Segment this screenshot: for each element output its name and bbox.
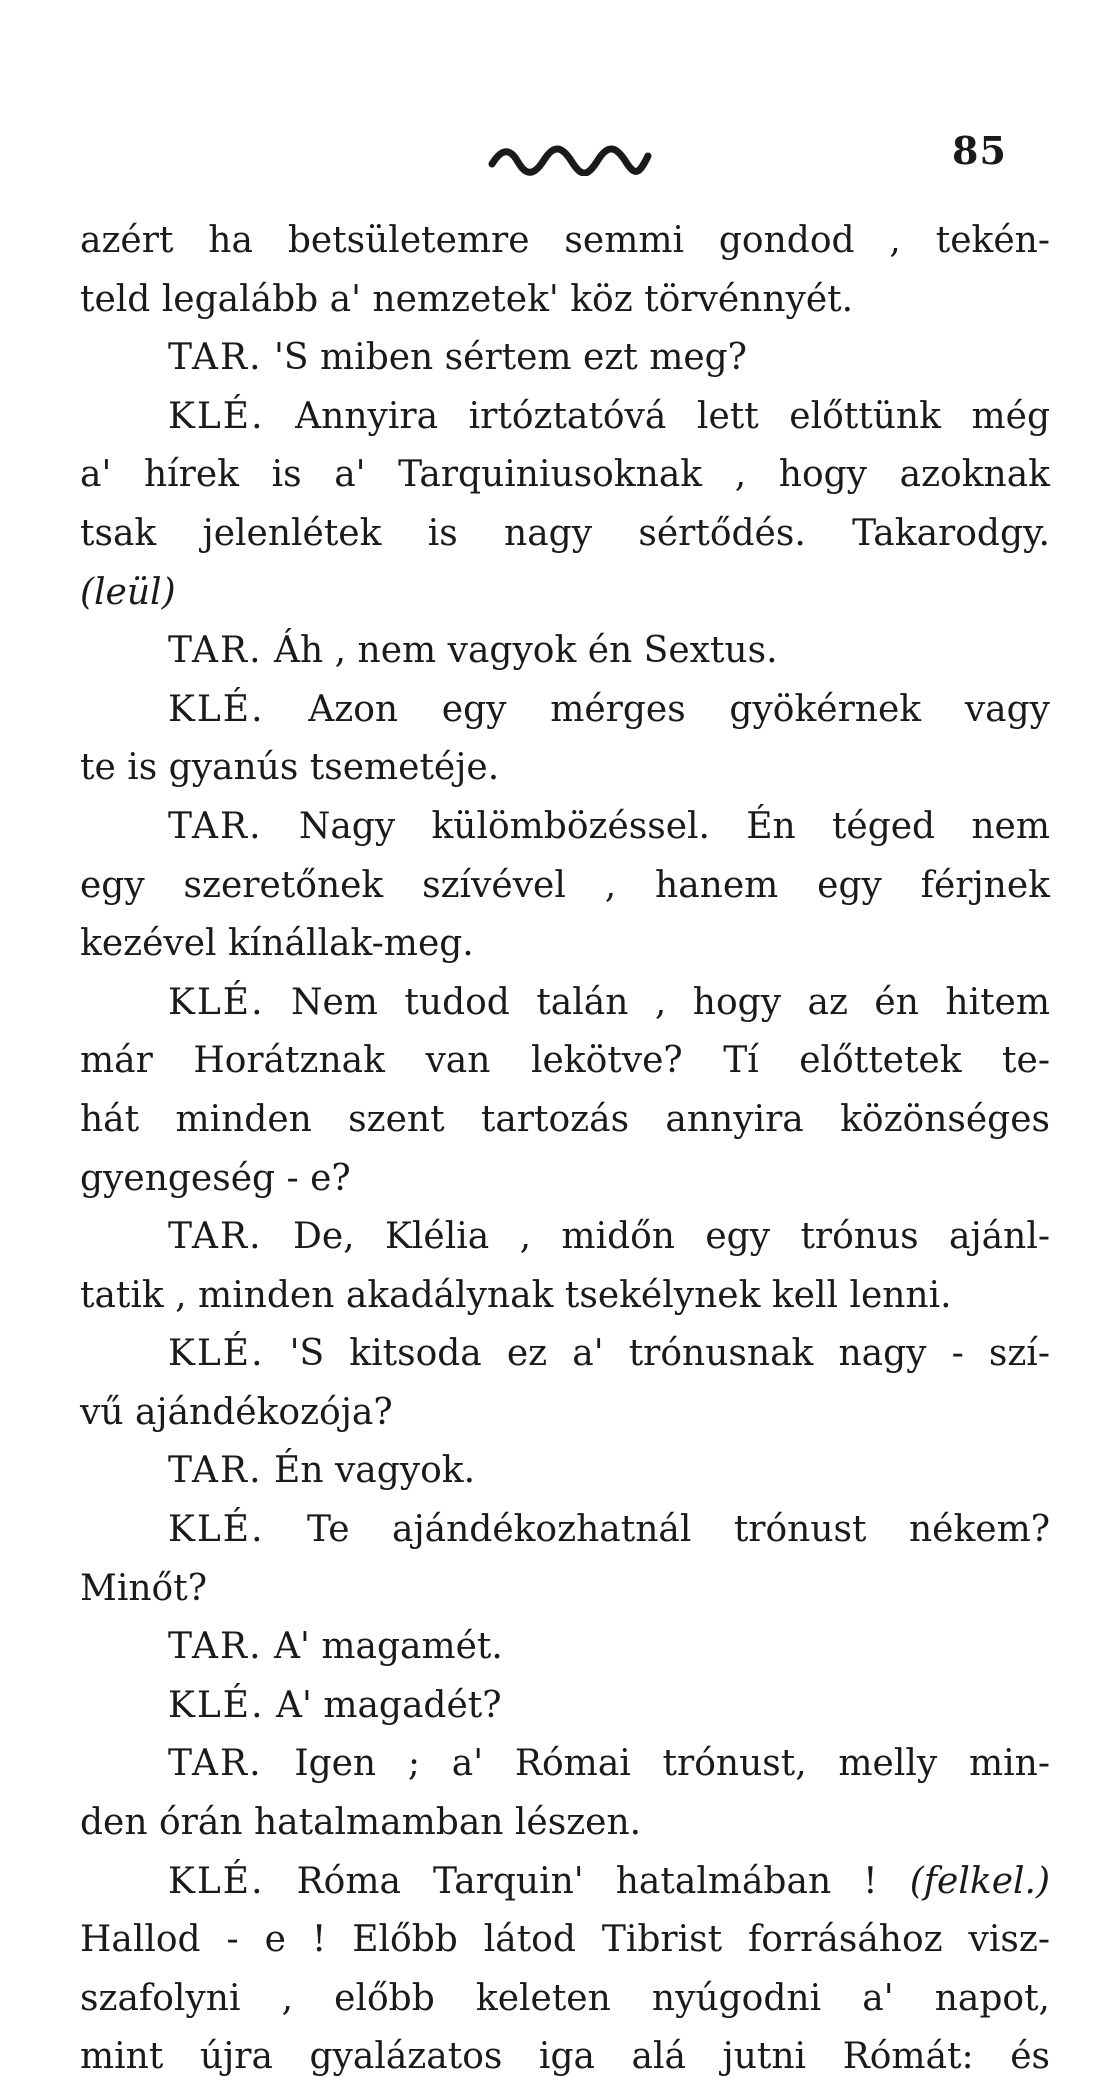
text-line	[80, 1032, 1050, 1091]
speaker-label: TAR.	[168, 630, 263, 672]
body-text	[80, 212, 1050, 2087]
speaker-label: KLÉ.	[168, 1860, 265, 1902]
text-line	[80, 1735, 1050, 1794]
speaker-label: TAR.	[168, 1450, 263, 1492]
text-line	[80, 1150, 1050, 1209]
speaker-label: KLÉ.	[168, 1509, 265, 1551]
text-line	[80, 798, 1050, 857]
speaker-label: KLÉ.	[168, 1333, 265, 1375]
line-text: Nem tudod talán , hogy az én hitem	[264, 981, 1050, 1023]
speaker-label: KLÉ.	[168, 688, 265, 730]
line-text: Te ajándékozhatnál trónust nékem?	[264, 1509, 1050, 1551]
line-text: vű ajándékozója?	[80, 1391, 393, 1433]
text-line	[80, 1911, 1050, 1970]
text-line	[80, 622, 1050, 681]
stage-direction: (leül)	[80, 571, 176, 613]
text-line	[80, 1970, 1050, 2029]
speaker-label: TAR.	[168, 1626, 263, 1668]
line-text: már Horátznak van lekötve? Tí előttetek te-	[80, 1040, 1050, 1082]
page-number: 85	[952, 128, 1007, 173]
line-text: Róma Tarquin' hatalmában !	[264, 1860, 910, 1902]
text-line	[80, 857, 1050, 916]
speaker-label: KLÉ.	[168, 1684, 265, 1726]
text-line	[80, 388, 1050, 447]
line-text: szafolyni , előbb keleten nyúgodni a' napot,	[80, 1977, 1050, 2019]
line-text: A' magamét.	[262, 1626, 503, 1668]
line-text: a' hírek is a' Tarquiniusoknak , hogy azoknak	[80, 454, 1050, 496]
text-line	[80, 271, 1050, 330]
text-line	[80, 564, 1050, 623]
text-line	[80, 1325, 1050, 1384]
text-line	[80, 505, 1050, 564]
line-text: tsak jelenlétek is nagy sértődés. Takarodgy.	[80, 512, 1050, 554]
text-line	[80, 2028, 1050, 2087]
line-text: 'S miben sértem ezt meg?	[262, 337, 747, 379]
speaker-label: TAR.	[168, 1743, 263, 1785]
line-text: Hallod - e ! Előbb látod Tibrist forrásához visz-	[80, 1919, 1050, 1961]
text-line	[80, 329, 1050, 388]
speaker-label: TAR.	[168, 337, 263, 379]
text-line	[80, 212, 1050, 271]
line-text: Áh , nem vagyok én Sextus.	[262, 630, 778, 672]
line-text: te is gyanús tsemetéje.	[80, 747, 500, 789]
line-text: tatik , minden akadálynak tsekélynek kell lenni.	[80, 1274, 952, 1316]
line-text: Én vagyok.	[262, 1450, 476, 1492]
line-text: Minőt?	[80, 1567, 208, 1609]
line-text: azért ha betsületemre semmi gondod , tekén-	[80, 220, 1050, 261]
text-line	[80, 974, 1050, 1033]
text-line	[80, 446, 1050, 505]
text-line	[80, 915, 1050, 974]
text-line	[80, 681, 1050, 740]
wavy-ornament-icon	[488, 142, 653, 176]
line-text: mint újra gyalázatos iga alá jutni Rómát: és	[80, 2036, 1050, 2078]
text-line	[80, 1501, 1050, 1560]
line-text: Annyira irtóztatóvá lett előttünk még	[264, 395, 1050, 437]
line-text: kezével kínállak-meg.	[80, 923, 474, 965]
line-text: Azon egy mérges gyökérnek vagy	[264, 688, 1050, 730]
speaker-label: TAR.	[168, 805, 263, 847]
speaker-label: TAR.	[168, 1216, 263, 1258]
line-text: den órán hatalmamban lészen.	[80, 1802, 642, 1844]
stage-direction: (felkel.)	[909, 1860, 1050, 1902]
text-line	[80, 1442, 1050, 1501]
line-text: egy szeretőnek szívével , hanem egy férjnek	[80, 864, 1050, 906]
speaker-label: KLÉ.	[168, 981, 265, 1023]
text-line	[80, 1560, 1050, 1619]
line-text: Igen ; a' Római trónust, melly min-	[262, 1743, 1050, 1785]
text-line	[80, 1677, 1050, 1736]
line-text: Nagy külömbözéssel. Én téged nem	[262, 805, 1050, 847]
text-line	[80, 1618, 1050, 1677]
line-text: De, Klélia , midőn egy trónus ajánl-	[262, 1216, 1050, 1258]
text-line	[80, 1267, 1050, 1326]
text-line	[80, 1853, 1050, 1912]
line-text: teld legalább a' nemzetek' köz törvénnyét.	[80, 278, 854, 320]
text-line	[80, 739, 1050, 798]
text-line	[80, 1091, 1050, 1150]
text-line	[80, 1384, 1050, 1443]
speaker-label: KLÉ.	[168, 395, 265, 437]
text-line	[80, 1794, 1050, 1853]
text-line	[80, 1208, 1050, 1267]
line-text: hát minden szent tartozás annyira közönséges	[80, 1098, 1050, 1140]
line-text: gyengeség - e?	[80, 1157, 351, 1199]
line-text: 'S kitsoda ez a' trónusnak nagy - szí-	[264, 1333, 1050, 1375]
line-text: A' magadét?	[264, 1684, 502, 1726]
